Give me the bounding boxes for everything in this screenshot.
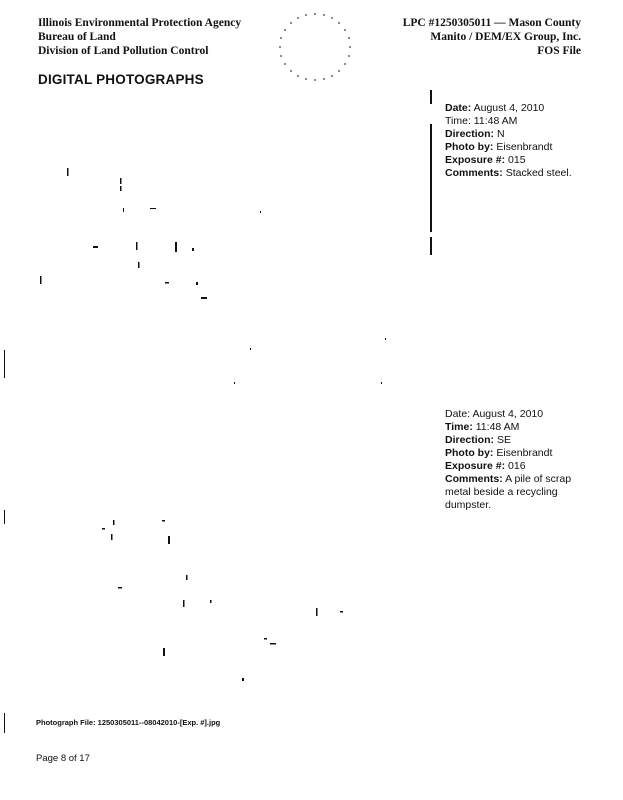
date-value: August 4, 2010 <box>473 102 545 114</box>
direction-row <box>445 128 572 141</box>
comments-row <box>445 167 572 180</box>
direction-label: Direction: <box>445 434 495 446</box>
comments-line-3: dumpster. <box>445 499 492 511</box>
agency-seal <box>272 6 358 92</box>
photo-by-label: Photo by: <box>445 141 494 153</box>
margin-mark <box>4 510 5 524</box>
time-label: Time: <box>445 421 473 433</box>
comments-row <box>445 473 571 486</box>
photo-1 <box>10 150 415 400</box>
comments-value: Stacked steel. <box>505 167 572 179</box>
agency-name: Illinois Environmental Protection Agency <box>38 17 242 29</box>
date-value: August 4, 2010 <box>472 408 544 420</box>
photograph-file-name: Photograph File: 1250305011--08042010-[Exp. #].jpg <box>36 718 221 727</box>
photo-by-value: Eisenbrandt <box>496 447 553 459</box>
file-type: FOS File <box>537 45 581 57</box>
margin-mark <box>4 713 5 733</box>
caption-separator <box>430 237 432 255</box>
time-row <box>445 421 571 434</box>
exposure-label: Exposure #: <box>445 460 506 472</box>
seal-ring <box>279 13 351 81</box>
photo-by-label: Photo by: <box>445 447 494 459</box>
exposure-label: Exposure #: <box>445 154 506 166</box>
division-name: Division of Land Pollution Control <box>38 45 209 57</box>
margin-mark <box>4 350 5 378</box>
photo-by-row <box>445 141 572 154</box>
date-row <box>445 408 571 421</box>
caption-separator <box>430 90 432 104</box>
site-block <box>403 16 581 58</box>
time-label: Time: <box>445 115 471 127</box>
bureau-name: Bureau of Land <box>38 31 116 43</box>
direction-value: SE <box>496 434 511 446</box>
comments-value: A pile of scrap <box>505 473 572 485</box>
photo-1-caption <box>445 102 572 180</box>
photo-by-row <box>445 447 571 460</box>
agency-block <box>38 16 241 58</box>
page-number: Page 8 of 17 <box>36 753 90 764</box>
photo-2-caption <box>445 408 571 512</box>
exposure-row <box>445 154 572 167</box>
date-label: Date: <box>445 408 471 420</box>
site-id: LPC #1250305011 — Mason County <box>402 17 581 29</box>
direction-value: N <box>496 128 505 140</box>
exposure-row <box>445 460 571 473</box>
time-value: 11:48 AM <box>475 421 520 433</box>
time-row <box>445 115 572 128</box>
site-name: Manito / DEM/EX Group, Inc. <box>430 31 581 43</box>
date-row <box>445 102 572 115</box>
date-label: Date: <box>445 102 472 114</box>
time-value: 11:48 AM <box>473 115 518 127</box>
direction-row <box>445 434 571 447</box>
comments-label: Comments: <box>445 473 503 485</box>
exposure-value: 016 <box>508 460 526 472</box>
photo-by-value: Eisenbrandt <box>496 141 553 153</box>
direction-label: Direction: <box>445 128 495 140</box>
caption-separator <box>430 124 432 232</box>
page-title: DIGITAL PHOTOGRAPHS <box>38 72 204 87</box>
comments-line-2: metal beside a recycling <box>445 486 558 498</box>
exposure-value: 015 <box>508 154 526 166</box>
photo-2 <box>10 500 415 700</box>
comments-label: Comments: <box>445 167 503 179</box>
